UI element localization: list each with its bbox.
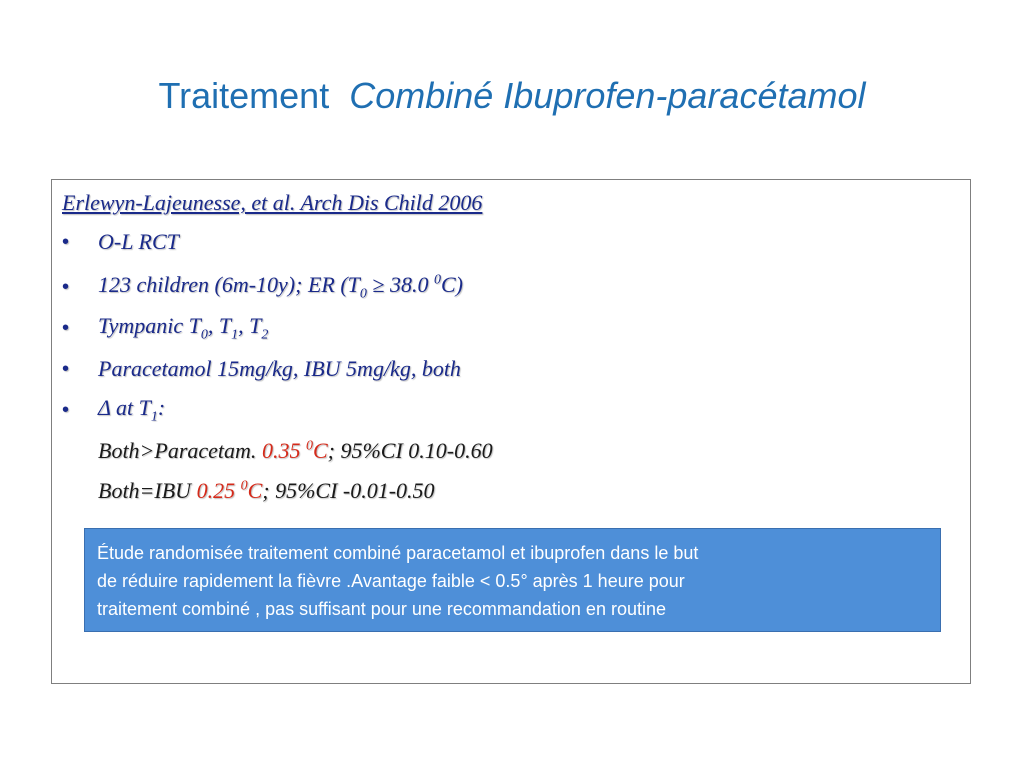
bullet-dot: • [62,316,70,339]
bullet-dot: • [62,230,70,253]
note-line: Étude randomisée traitement combiné paracetamol et ibuprofen dans le but [97,543,699,563]
title-part-regular: Traitement [158,75,330,116]
reference-citation: Erlewyn-Lajeunesse, et al. Arch Dis Child 2006 [62,190,483,215]
bullet-text: Δ at $T_1$: [98,394,166,425]
summary-note-box [84,528,941,632]
bullet-text: Tympanic $T_0$, $T_1$, $T_2$ [98,312,269,343]
bullet-dot: • [62,357,70,380]
bullet-item [62,272,463,302]
result-value: 0.25 $^0$C [196,478,263,503]
bullet-text: 123 children (6m-10y); ER ($T_0 \ge 38.0$ $^0$C) [98,271,463,302]
bullet-dot: • [62,275,70,298]
bullet-item [62,227,179,257]
bullet-item [62,354,461,384]
note-line: traitement combiné , pas suffisant pour une recommandation en routine [97,599,666,619]
bullet-text: Paracetamol 15mg/kg, IBU 5mg/kg, both [98,356,461,381]
bullet-dot: • [62,398,70,421]
result-line-paracetamol: Both>Paracetam. 0.35 $^0$C ; 95%CI 0.10-0.60 [98,438,493,463]
bullet-item [62,313,268,343]
bullet-text: O-L RCT [98,229,179,254]
result-line-ibu: Both=IBU 0.25 $^0$C ; 95%CI -0.01-0.50 [98,478,435,503]
result-value: 0.35 $^0$C [261,438,328,463]
bullet-item [62,395,165,425]
slide-title [0,72,1024,120]
title-part-italic: Combiné Ibuprofen-paracétamol [349,75,866,116]
note-line: de réduire rapidement la fièvre .Avantage faible < 0.5° après 1 heure pour [97,571,685,591]
